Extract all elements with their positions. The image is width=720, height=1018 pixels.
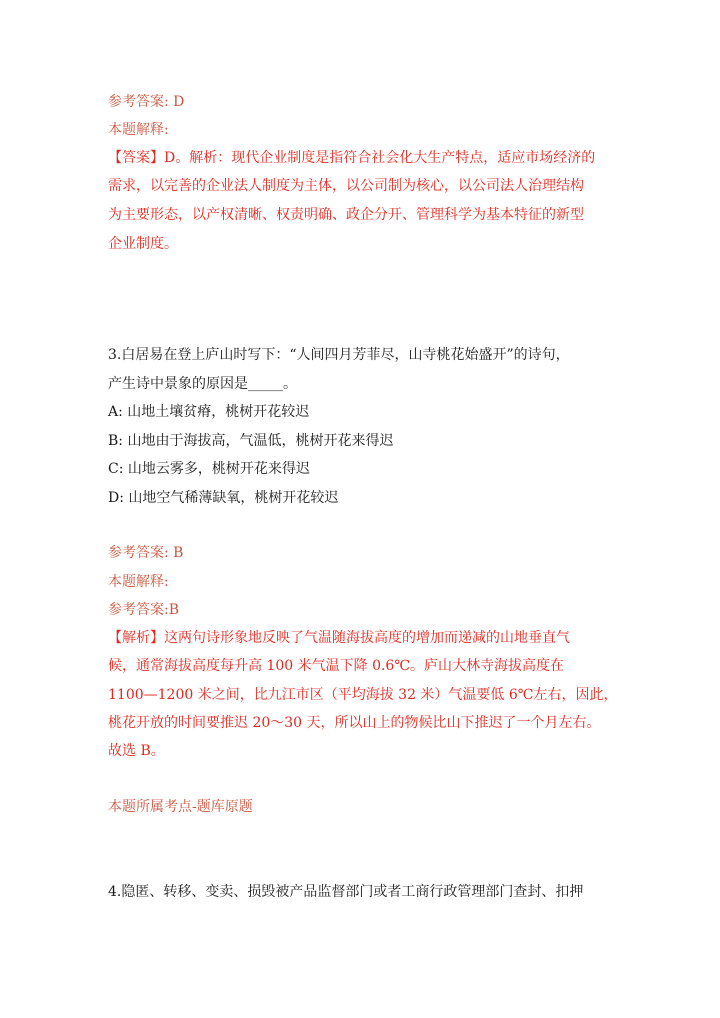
q3-category: 本题所属考点-题库原题	[108, 799, 253, 815]
q3-stem-line: 产生诗中景象的原因是_____。	[108, 376, 297, 392]
q3-explain-line: 1100—1200 米之间，比九江市区（平均海拔 32 米）气温要低 6℃左右，因此，	[108, 687, 618, 703]
q3-explain-line: 【解析】这两句诗形象地反映了气温随海拔高度的增加而递减的山地垂直气	[108, 630, 570, 646]
q3-explain-line: 桃花开放的时间要推迟 20～30 天，所以山上的物候比山下推迟了一个月左右。	[108, 715, 601, 731]
q3-explain-label: 本题解释:	[108, 574, 169, 590]
q4-stem-line: 4.隐匿、转移、变卖、损毁被产品监督部门或者工商行政管理部门查封、扣押	[108, 884, 584, 900]
q2-answer-label: 参考答案: D	[108, 94, 185, 110]
q3-answer-label: 参考答案: B	[108, 545, 184, 561]
q3-option-b: B: 山地由于海拔高，气温低，桃树开花来得迟	[108, 433, 394, 449]
q3-option-d: D: 山地空气稀薄缺氧，桃树开花较迟	[108, 490, 339, 506]
q2-explain-label: 本题解释:	[108, 122, 169, 138]
q2-explain-line: 【答案】D。解析：现代企业制度是指符合社会化大生产特点，适应市场经济的	[108, 150, 596, 166]
q3-option-a: A: 山地土壤贫瘠，桃树开花较迟	[108, 404, 310, 420]
q2-explain-line: 企业制度。	[108, 236, 178, 252]
q2-explain-line: 需求，以完善的企业法人制度为主体，以公司制为核心，以公司法人治理结构	[108, 178, 584, 194]
q2-explain-line: 为主要形态，以产权清晰、权责明确、政企分开、管理科学为基本特征的新型	[108, 207, 584, 223]
q3-explain-line: 候，通常海拔高度每升高 100 米气温下降 0.6℃。庐山大林寺海拔高度在	[108, 658, 564, 674]
q3-explain-line: 故选 B。	[108, 743, 165, 759]
q3-answer-label-2: 参考答案:B	[108, 602, 180, 618]
q3-stem-line: 3.白居易在登上庐山时写下：“人间四月芳菲尽，山寺桃花始盛开”的诗句，	[108, 347, 570, 363]
q3-option-c: C: 山地云雾多，桃树开花来得迟	[108, 461, 310, 477]
